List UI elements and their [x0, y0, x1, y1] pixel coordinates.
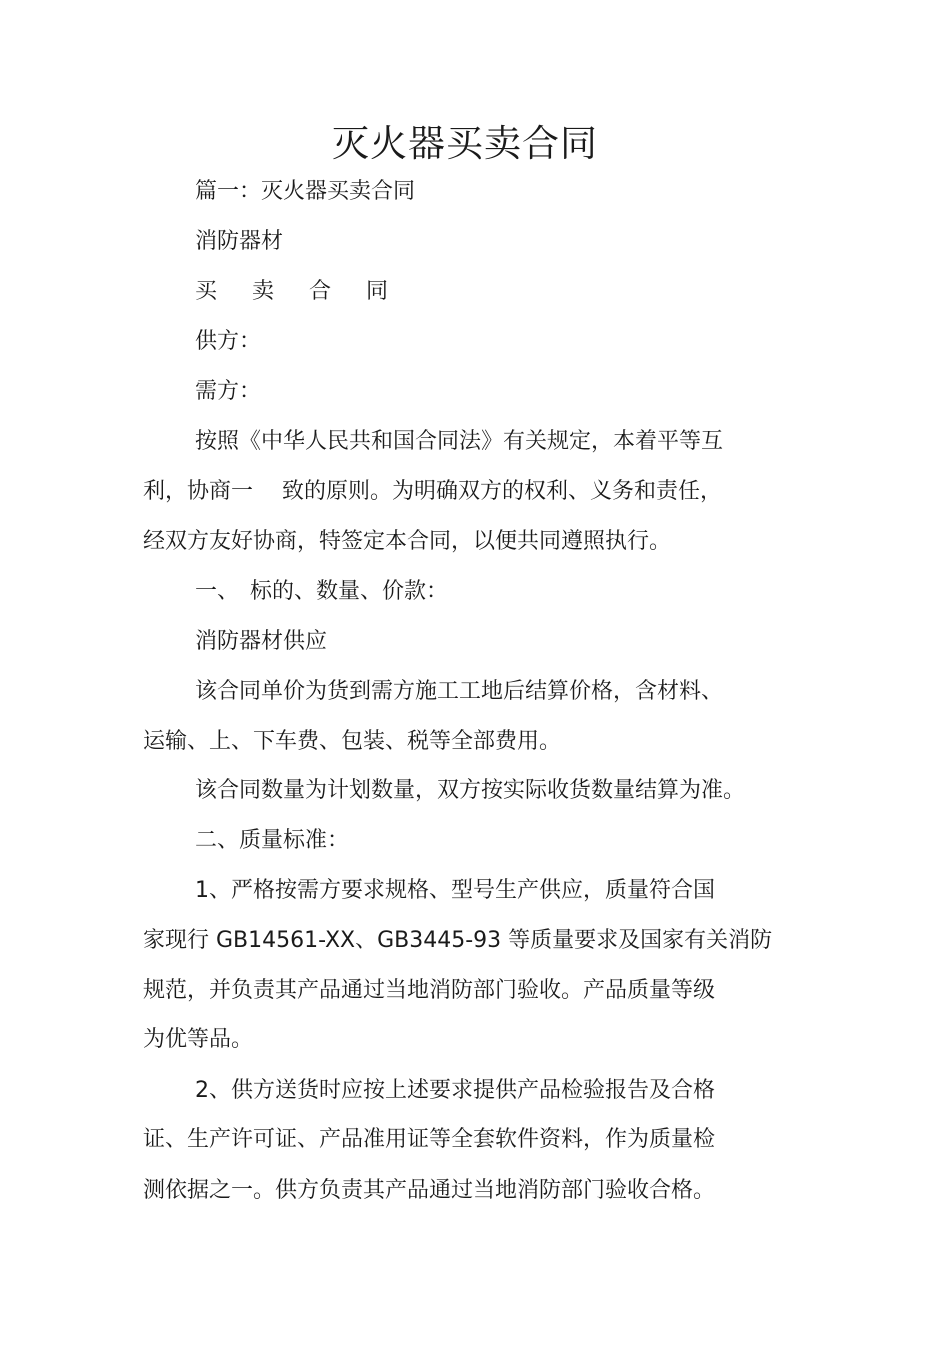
text-line: 家现行 GB14561-XX、GB3445-93 等质量要求及国家有关消防	[143, 928, 773, 953]
section-heading: 二、质量标准：	[195, 828, 350, 853]
text-line: 证、生产许可证、产品准用证等全套软件资料，作为质量检	[143, 1127, 716, 1152]
text-line: 该合同数量为计划数量，双方按实际收货数量结算为准。	[195, 778, 746, 803]
text-line: 运输、上、下车费、包装、税等全部费用。	[143, 729, 562, 754]
section-heading: 一、 标的、数量、价款：	[195, 579, 449, 604]
text-line: 测依据之一。供方负责其产品通过当地消防部门验收合格。	[143, 1178, 716, 1203]
text-line: 供方：	[195, 329, 262, 354]
document-title: 灭火器买卖合同	[332, 122, 598, 165]
text-line: 规范，并负责其产品通过当地消防部门验收。产品质量等级	[143, 978, 716, 1003]
text-line: 利，协商一 致的原则。为明确双方的权利、义务和责任，	[143, 479, 722, 504]
text-line: 按照《中华人民共和国合同法》有关规定，本着平等互	[195, 429, 724, 454]
text-line: 该合同单价为货到需方施工工地后结算价格，含材料、	[195, 679, 724, 704]
text-line: 1、严格按需方要求规格、型号生产供应，质量符合国	[195, 878, 715, 903]
text-line: 消防器材供应	[195, 629, 328, 654]
text-line: 2、供方送货时应按上述要求提供产品检验报告及合格	[195, 1078, 715, 1103]
text-line: 经双方友好协商，特签定本合同，以便共同遵照执行。	[143, 529, 672, 554]
text-line: 为优等品。	[143, 1027, 254, 1052]
text-line: 买 卖 合 同	[195, 279, 402, 304]
text-line: 消防器材	[195, 229, 284, 254]
text-line: 需方：	[195, 379, 262, 404]
text-line: 篇一：灭火器买卖合同	[195, 179, 416, 204]
